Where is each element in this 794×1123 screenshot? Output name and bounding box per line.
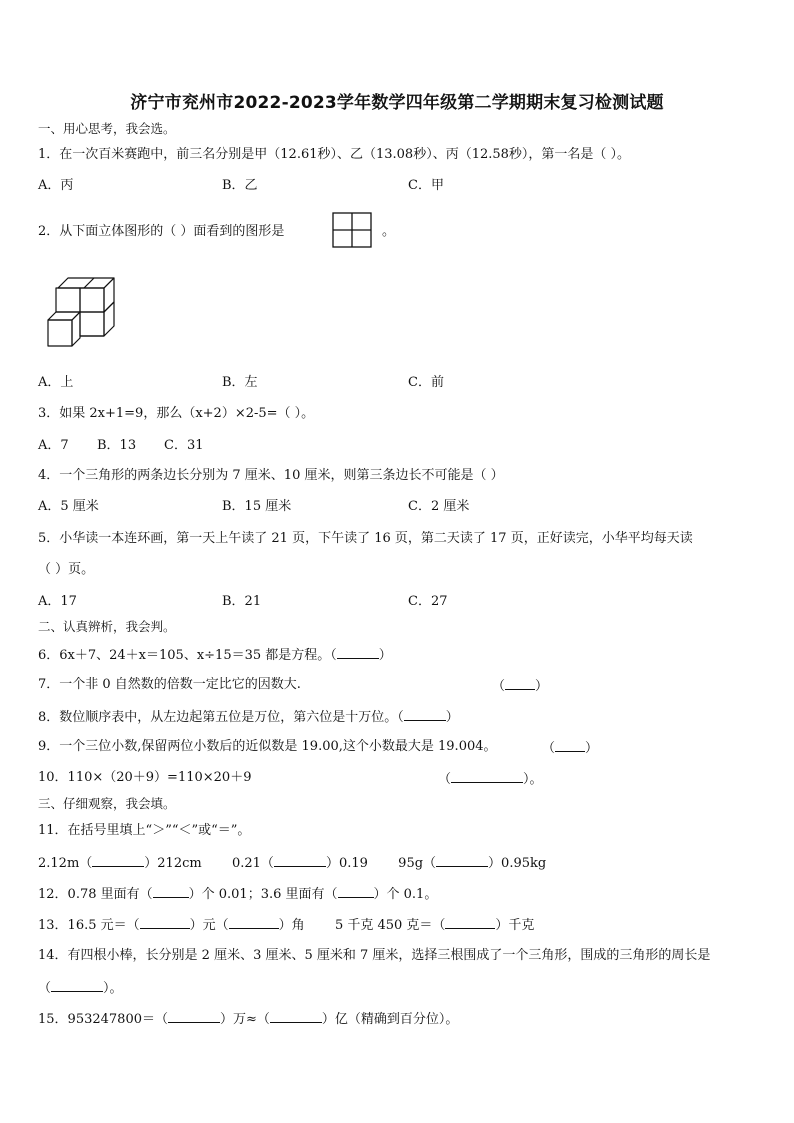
q15-part-c: ）亿（精确到百分位）。	[321, 1012, 459, 1027]
q8-answer-blank[interactable]	[404, 708, 446, 721]
q6-answer-blank[interactable]	[337, 646, 379, 659]
q15-part-b: ）万≈（	[219, 1012, 270, 1027]
paren-close: ）	[585, 741, 599, 756]
q9-answer-blank[interactable]	[555, 739, 585, 752]
q13-part-b: ）元（	[189, 918, 229, 933]
question-6	[38, 646, 392, 664]
q11-part-2-end: ）0.19	[325, 856, 368, 871]
q2-option-b: B．左	[222, 375, 258, 390]
question-1: 1．在一次百米赛跑中，前三名分别是甲（12.61秒）、乙（13.08秒）、丙（12.58秒），第一名是（ ）。	[38, 147, 631, 162]
question-13	[38, 916, 534, 934]
q13-part-c: ）角	[278, 918, 305, 933]
q14-answer-blank[interactable]	[51, 979, 103, 992]
q13-blank-2[interactable]	[229, 916, 279, 929]
q11-part-1-end: ）212cm	[144, 856, 202, 871]
q3-option-b: B．13	[97, 438, 137, 453]
q3-option-a: A．7	[38, 438, 69, 453]
q12-blank-1[interactable]	[153, 885, 189, 898]
question-4: 4．一个三角形的两条边长分别为 7 厘米、10 厘米，则第三条边长不可能是（ ）	[38, 468, 504, 483]
question-3: 3．如果 2x+1=9，那么（x+2）×2-5=（ ）。	[38, 406, 315, 421]
q5-option-a: A．17	[38, 594, 77, 609]
paren-open: （	[438, 772, 452, 787]
q4-option-c: C．2 厘米	[408, 499, 470, 514]
q2-option-a: A．上	[38, 375, 74, 390]
square-grid-view-figure	[332, 212, 372, 248]
q12-part-b: ）个 0.01；3.6 里面有（	[188, 887, 338, 902]
q14-paren-open: （	[38, 981, 52, 996]
q5-option-b: B．21	[222, 594, 262, 609]
q11-row	[38, 854, 546, 872]
paren-close: ）	[535, 679, 549, 694]
q5-option-c: C．27	[408, 594, 448, 609]
section-3-heading: 三、仔细观察，我会填。	[38, 796, 176, 811]
page-title: 济宁市兖州市2022-2023学年数学四年级第二学期期末复习检测试题	[130, 93, 664, 113]
q2-text: 2．从下面立体图形的（ ）面看到的图形是	[38, 224, 285, 239]
q7-answer-blank[interactable]	[505, 677, 535, 690]
q11-blank-1[interactable]	[92, 854, 144, 867]
q12-part-a: 12．0.78 里面有（	[38, 887, 153, 902]
q12-part-c: ）个 0.1。	[373, 887, 438, 902]
q11-blank-3[interactable]	[436, 854, 488, 867]
section-2-heading: 二、认真辨析，我会判。	[38, 619, 176, 634]
q1-option-b: B．乙	[222, 178, 258, 193]
paren-close: ）	[445, 710, 459, 725]
q3-option-c: C．31	[164, 438, 204, 453]
q11-part-2: 0.21（	[231, 856, 274, 871]
q7-answer	[492, 677, 548, 695]
q10-answer	[438, 770, 543, 788]
paren-open: （	[492, 679, 506, 694]
question-8	[38, 708, 459, 726]
question-12	[38, 885, 437, 903]
q14-paren-close: ）。	[103, 981, 123, 996]
question-15	[38, 1010, 458, 1028]
q13-part-d: 5 千克 450 克＝（	[334, 918, 446, 933]
q1-option-a: A．丙	[38, 178, 74, 193]
question-14-continued	[38, 979, 123, 997]
question-7: 7．一个非 0 自然数的倍数一定比它的因数大.	[38, 677, 301, 692]
q11-part-3-end: ）0.95kg	[488, 856, 547, 871]
q9-answer	[542, 739, 598, 757]
q2-text-end: 。	[382, 224, 396, 239]
q8-text: 8．数位顺序表中，从左边起第五位是万位，第六位是十万位。（	[38, 710, 404, 725]
q13-blank-1[interactable]	[140, 916, 190, 929]
question-10: 10．110×（20＋9）=110×20＋9	[38, 770, 252, 785]
q11-blank-2[interactable]	[274, 854, 326, 867]
section-1-heading: 一、用心思考，我会选。	[38, 121, 176, 136]
q13-part-e: ）千克	[495, 918, 535, 933]
q4-option-b: B．15 厘米	[222, 499, 292, 514]
q2-option-c: C．前	[408, 375, 444, 390]
question-11: 11．在括号里填上“＞”“＜”或“＝”。	[38, 823, 251, 838]
q13-blank-3[interactable]	[445, 916, 495, 929]
q11-part-3: 95g（	[398, 856, 437, 871]
question-5-continued: （ ）页。	[38, 562, 95, 577]
q6-text: 6．6x＋7、24＋x＝105、x÷15＝35 都是方程。（	[38, 648, 337, 663]
q15-blank-1[interactable]	[168, 1010, 220, 1023]
q11-part-1: 2.12m（	[38, 856, 93, 871]
q15-blank-2[interactable]	[270, 1010, 322, 1023]
q4-option-a: A．5 厘米	[38, 499, 99, 514]
q12-blank-2[interactable]	[338, 885, 374, 898]
q1-option-c: C．甲	[408, 178, 444, 193]
q6-close: ）	[378, 648, 392, 663]
cube-solid-figure	[44, 276, 126, 352]
question-5: 5．小华读一本连环画，第一天上午读了 21 页，下午读了 16 页，第二天读了 17 页，正好读完，小华平均每天读	[38, 531, 693, 546]
q10-answer-blank[interactable]	[451, 770, 523, 783]
question-9: 9．一个三位小数,保留两位小数后的近似数是 19.00,这个小数最大是 19.004。	[38, 739, 497, 754]
q13-part-a: 13．16.5 元＝（	[38, 918, 140, 933]
q15-part-a: 15．953247800＝（	[38, 1012, 168, 1027]
paren-open: （	[542, 741, 556, 756]
question-14: 14．有四根小棒，长分别是 2 厘米、3 厘米、5 厘米和 7 厘米，选择三根围成了一个三角形，围成的三角形的周长是	[38, 948, 711, 963]
question-2	[38, 224, 284, 240]
q10-close: ）。	[523, 772, 543, 787]
